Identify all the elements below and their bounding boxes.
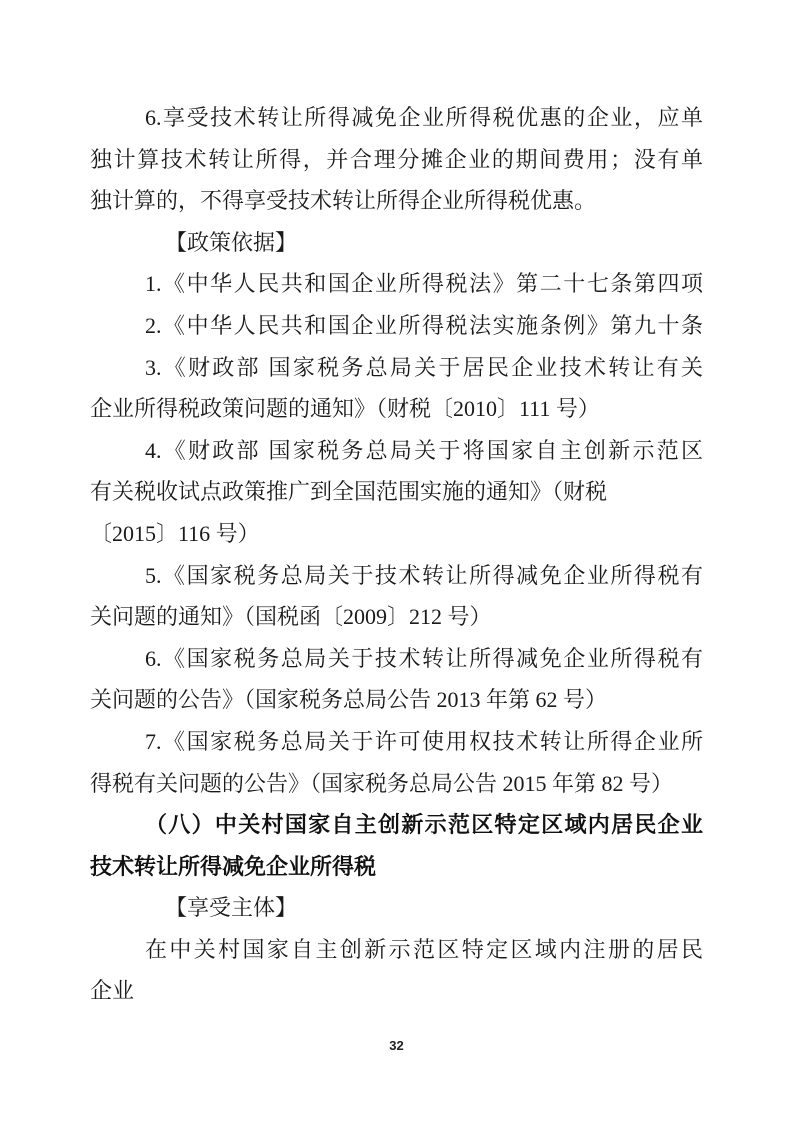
text-line: 企业所得税政策问题的通知》（财税〔2010〕111 号）: [90, 396, 600, 422]
text-line: 关问题的通知》（国税函〔2009〕212 号）: [90, 604, 492, 630]
text-line: 6.《国家税务总局关于技术转让所得减免企业所得税有: [145, 645, 703, 671]
text-line: 4.《财政部 国家税务总局关于将国家自主创新示范区: [145, 437, 703, 463]
text-line: 2.《中华人民共和国企业所得税法实施条例》第九十条: [145, 312, 703, 338]
text-line: 有关税收试点政策推广到全国范围实施的通知》（财税: [90, 479, 608, 505]
text-line: 【政策依据】: [165, 229, 298, 255]
text-line: 得税有关问题的公告》（国家税务总局公告 2015 年第 82 号）: [90, 770, 674, 796]
text-line: 〔2015〕116 号）: [90, 520, 260, 546]
text-line: 独计算的，不得享受技术转让所得企业所得税优惠。: [90, 188, 597, 214]
text-line: 独计算技术转让所得，并合理分摊企业的期间费用；没有单: [90, 146, 703, 172]
text-line: 技术转让所得减免企业所得税: [90, 853, 377, 879]
text-line: 【享受主体】: [165, 895, 298, 921]
page-number: 32: [389, 1038, 404, 1053]
text-line: 3.《财政部 国家税务总局关于居民企业技术转让有关: [145, 354, 703, 380]
text-line: 6.享受技术转让所得减免企业所得税优惠的企业，应单: [145, 105, 703, 130]
text-line: 在中关村国家自主创新示范区特定区域内注册的居民: [145, 936, 703, 962]
text-line: 7.《国家税务总局关于许可使用权技术转让所得企业所: [145, 728, 703, 754]
text-line: 企业: [90, 978, 135, 1004]
text-line: （八）中关村国家自主创新示范区特定区域内居民企业: [145, 812, 703, 838]
text-line: 5.《国家税务总局关于技术转让所得减免企业所得税有: [145, 562, 703, 588]
text-line: 关问题的公告》（国家税务总局公告 2013 年第 62 号）: [90, 687, 608, 713]
text-line: 1.《中华人民共和国企业所得税法》第二十七条第四项: [145, 271, 703, 297]
document-body: [90, 97, 703, 1012]
